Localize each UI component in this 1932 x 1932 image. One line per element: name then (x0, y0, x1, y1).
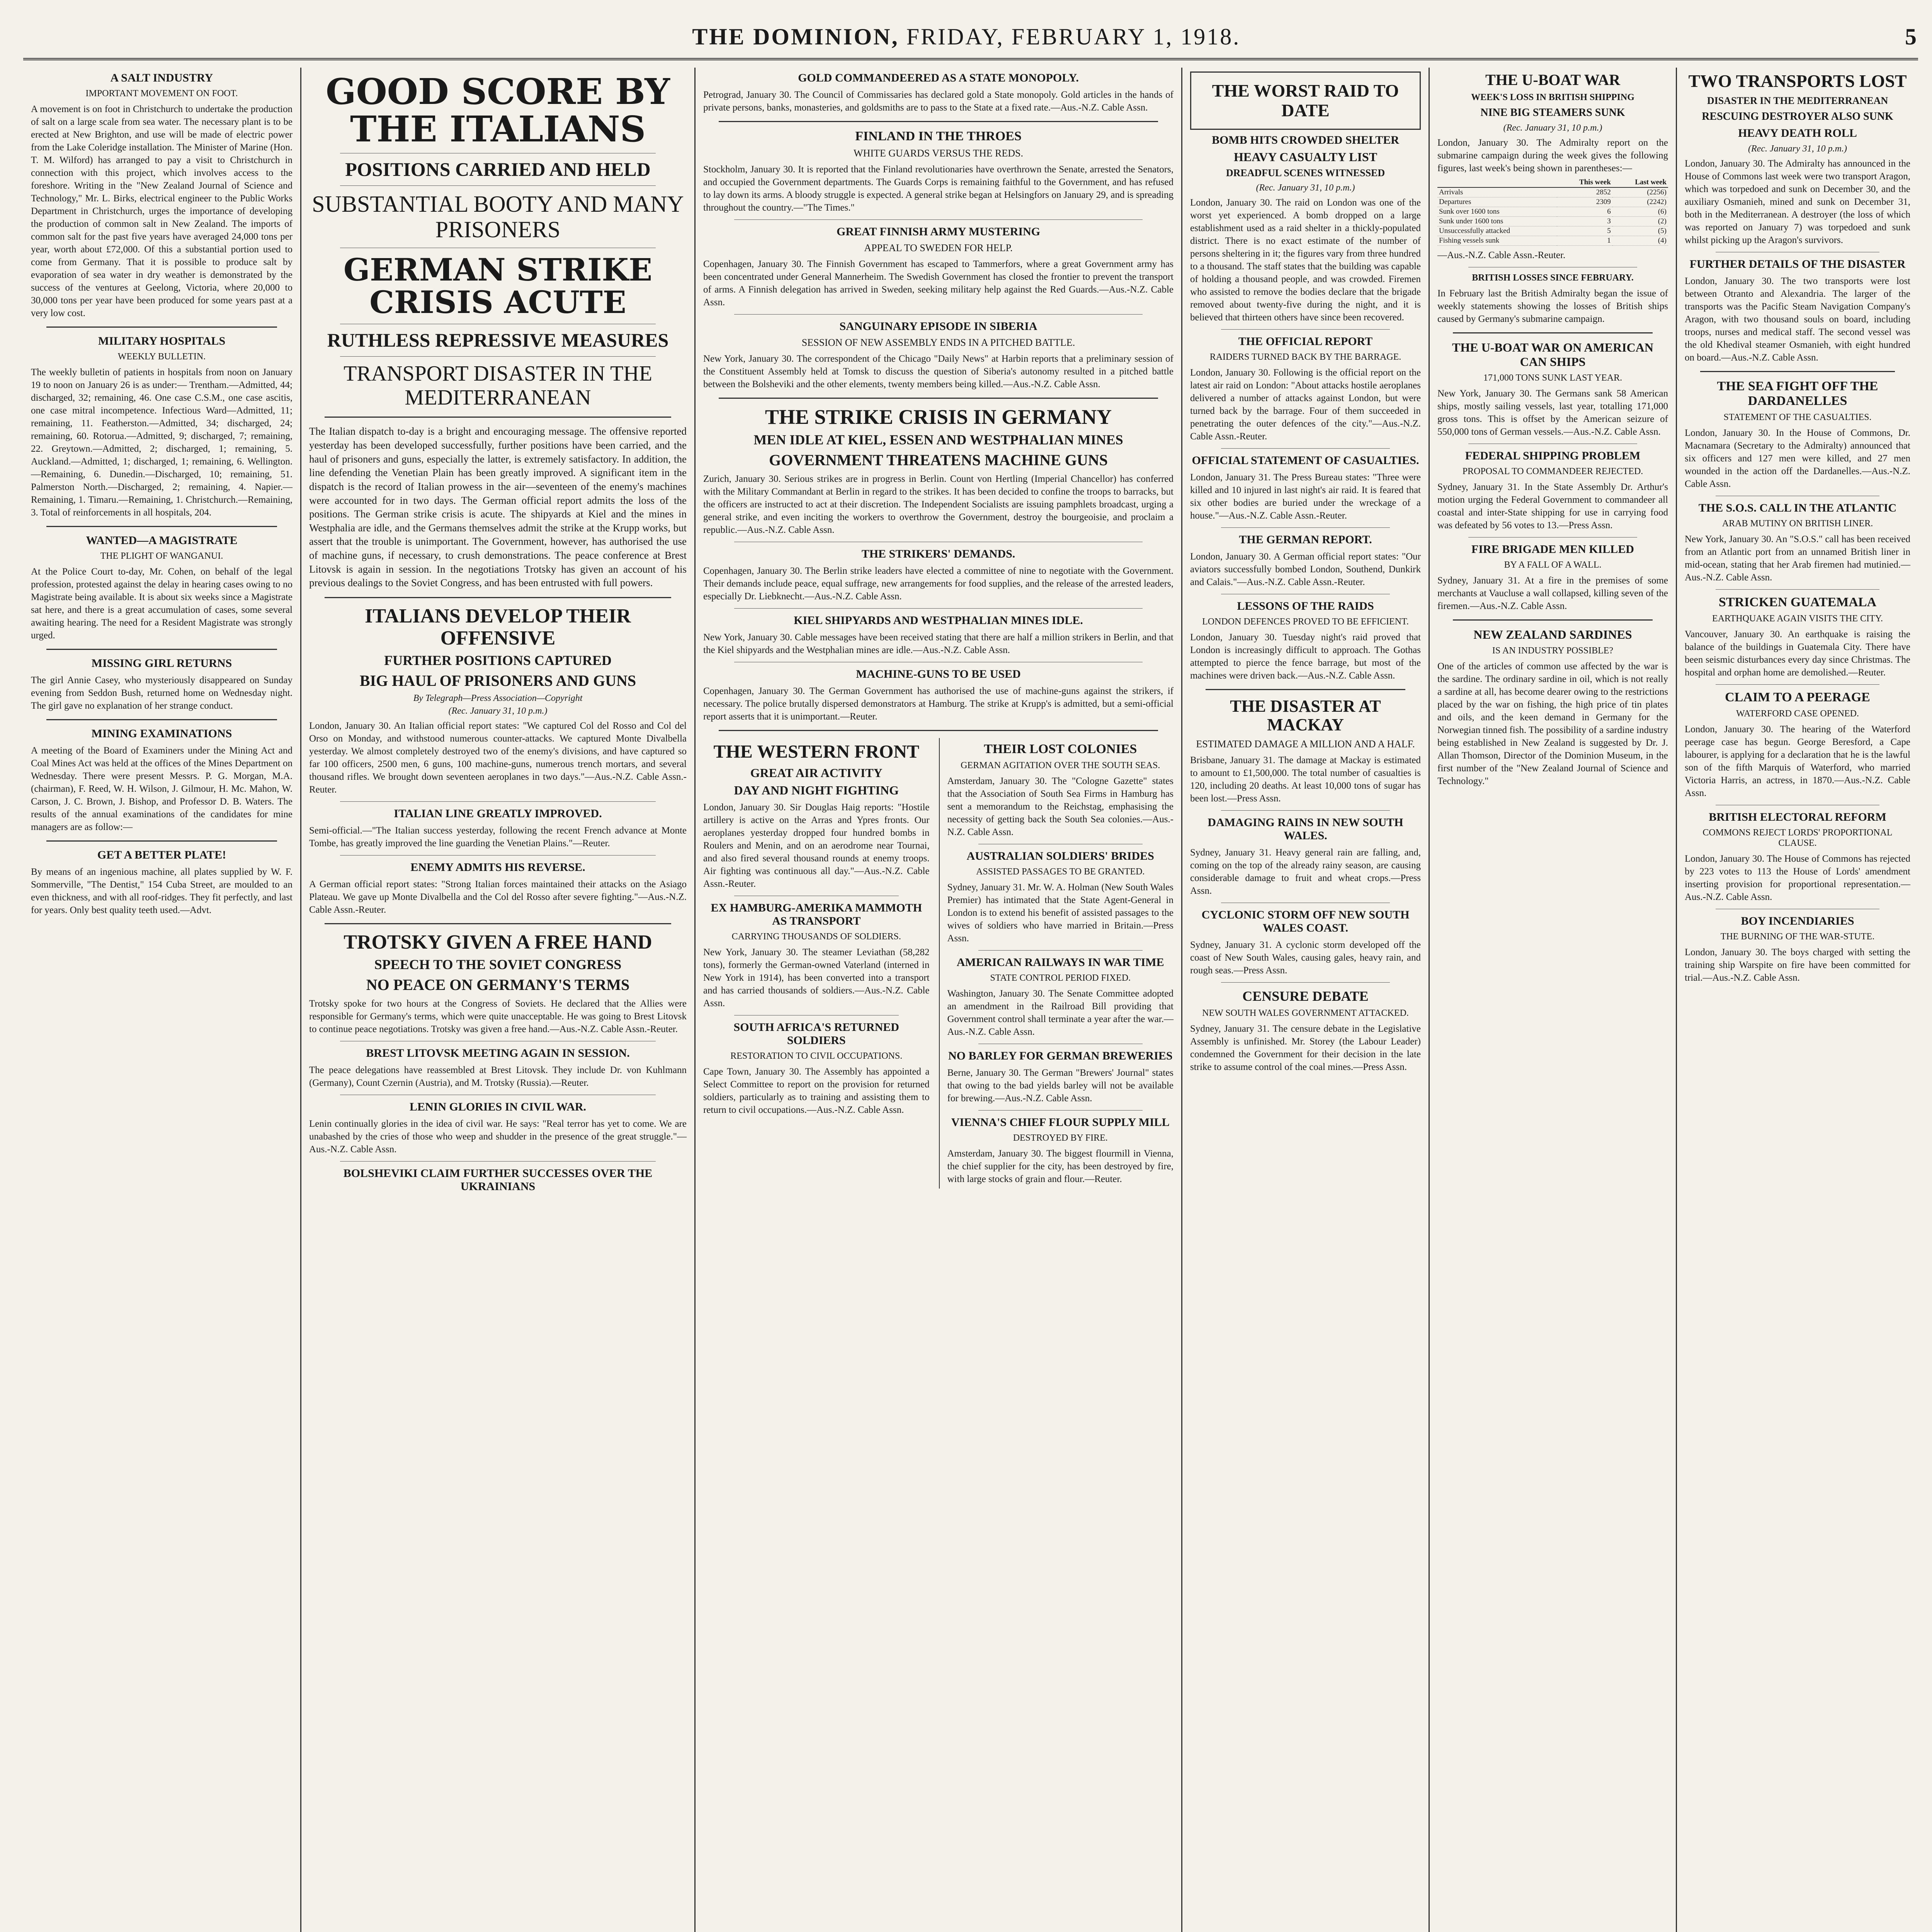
western-front-body: London, January 30. Sir Douglas Haig reports: "Hostile artillery is active on the Arras and Ypres fronts. Our aeroplanes yesterday dropped four hundred bombs in Roulers and Menin, and on an aerodrome near Tournai, and also fired several thousand rounds at enemy troops. Air fighting was continuous all day."—Aus.-N.Z. Cable Assn.-Reuter. (703, 802, 930, 889)
table-cell: Fishing vessels sunk (1437, 236, 1557, 246)
finland-body: Stockholm, January 30. It is reported that the Finland revolutionaries have overthrown the Senate, arrested the Senators, and occupied the Government departments. The Guards Corps is remaining faithful to the Government, and has refused to lay down its arms. A bloody struggle is expected. A general strike began at Helsingfors on January 29, and is spreading throughout the country.—"The Times." (703, 164, 1173, 213)
federal-subtitle: PROPOSAL TO COMMANDEER REJECTED. (1462, 466, 1643, 476)
official-report-subtitle: RAIDERS TURNED BACK BY THE BARRAGE. (1209, 352, 1401, 362)
salt-body: A movement is on foot in Christchurch to undertake the production of salt on a large scale from sea water. The necessary plant is to be erected at New Brighton, and use will be made of electric power from the Lake Coleridge installation. The Minister of Marine (Hon. T. M. Wilford) has arranged to pay a visit to Christchurch in connection with this project, which involves access to the foreshore. Writing in the "New Zealand Journal of Science and Technology," Mr. L. Birks, electrical engineer to the Public Works Department in Christchurch, urges the importance of developing the production of common salt in New Zealand. The imports of common salt for the past five years have averaged 24,000 tons per year, worth about £72,000. Of this a substantial portion used to come from Germany. That it is possible to produce salt by evaporation of sea water in dry weather is demonstrated by the success of the ventures at Geelong, Victoria, where 20,000 to 30,000 tons per year have been produced for some years past at a very low cost. (31, 104, 293, 318)
barley-title: NO BARLEY FOR GERMAN BREWERIES (948, 1049, 1173, 1062)
demands-body: Copenhagen, January 30. The Berlin strike leaders have elected a committee of nine to negotiate with the Government. Their demands include peace, equal suffrage, new arrangements for food supplies, and the release of the arrested leaders, especially Dr. Liebknecht.—Aus.-N.Z. Cable Assn. (703, 565, 1173, 602)
lead-body: The Italian dispatch to-day is a bright and encouraging message. The offensive reported yesterday has been developed successfully, further positions have been carried, and the haul of prisoners and guns, especially the latter, is extremely satisfactory. In addition, the line defending the Venetian Plain has been greatly improved. A significant item in the dispatch is the record of Italian prowess in the air—seventeen of the enemy's machines were accounted for in two days. The German official report admits the loss of the positions. The German strike crisis is acute. The shipyards at Kiel and the mines in Westphalia are idle, and the Germans themselves admit the strike at the Krupp works, but assert that the trouble is unimportant. The Government, however, has authorised the use of machine guns, if necessary, to crush demonstrations. The peace conference at Brest Litovsk is again in session. In the negotiations Trotsky has given an account of his previous dealings to the Soviet Congress, and has been entrusted with full powers. (309, 425, 687, 589)
brides-title: AUSTRALIAN SOLDIERS' BRIDES (966, 849, 1154, 862)
main-deck-4: RUTHLESS REPRESSIVE MEASURES (327, 329, 669, 351)
plate-body: By means of an ingenious machine, all plates supplied by W. F. Sommerville, "The Dentist," 154 Cuba Street, are moulded to an even thickness, and with all roof-ridges. They fit perfectly, and last for years. Only best quality teeth used.—Advt. (31, 867, 293, 915)
raid-date: (Rec. January 31, 10 p.m.) (1256, 182, 1355, 193)
trotsky-deck-1: SPEECH TO THE SOVIET CONGRESS (374, 957, 622, 973)
brest-title: BREST LITOVSK MEETING AGAIN IN SESSION. (366, 1046, 630, 1060)
main-headline: GOOD SCORE BY THE ITALIANS (326, 71, 670, 150)
masthead-title (692, 24, 1240, 50)
colonies-subtitle: GERMAN AGITATION OVER THE SOUTH SEAS. (961, 760, 1160, 770)
official-report-title: THE OFFICIAL REPORT (1238, 335, 1373, 348)
divider (1700, 371, 1895, 372)
siberia-title: SANGUINARY EPISODE IN SIBERIA (839, 320, 1037, 333)
monopoly-body: Petrograd, January 30. The Council of Commissaries has declared gold a State monopoly. Gold articles in the hands of private persons, banks, monasteries, and goldsmiths are to pass to the State at a fixed rate.—Aus.-N.Z. Cable Assn. (703, 90, 1173, 113)
uboat-header-cell (1437, 178, 1557, 187)
siberia-subtitle: SESSION OF NEW ASSEMBLY ENDS IN A PITCHED BATTLE. (801, 337, 1075, 348)
table-cell: 5 (1557, 226, 1612, 236)
german-report-body: London, January 30. A German official report states: "Our aviators successfully bombed London, Southend, Dunkirk and Calais."—Aus.-N.Z. Cable Assn.-Reuter. (1190, 551, 1421, 587)
divider (1716, 684, 1879, 685)
western-front-deck-1: GREAT AIR ACTIVITY (750, 765, 883, 780)
magistrate-body: At the Police Court to-day, Mr. Cohen, on behalf of the legal profession, protested against the delay in hearing cases owing to no Magistrate being available. It is about six weeks since a Magistrate sat here, and there is a great accumulation of cases, some several awaiting hearing. The need for a Resident Magistrate was strongly urged. (31, 566, 293, 641)
finnish-army-title: GREAT FINNISH ARMY MUSTERING (836, 225, 1040, 238)
transports-deck-1: DISASTER IN THE MEDITERRANEAN (1707, 95, 1888, 106)
hospitals-title: MILITARY HOSPITALS (98, 335, 226, 347)
page-number: 5 (1905, 24, 1918, 49)
italians-credit: By Telegraph—Press Association—Copyright (413, 693, 583, 703)
uboat-headline: THE U-BOAT WAR (1485, 71, 1620, 88)
losses-title: BRITISH LOSSES SINCE FEBRUARY. (1472, 273, 1634, 283)
disaster-body: London, January 30. The two transports were lost between Otranto and Alexandria. The larger of the transports was the Pacific Steam Navigation Company's Aragon, with two thousand souls on board, including troops, nurses and medical staff. The second vessel was the old Khedival steamer Osmanieh, with eight hundred on board.—Aus.-N.Z. Cable Assn. (1685, 276, 1910, 363)
hospitals-subtitle: WEEKLY BULLETIN. (117, 352, 206, 362)
table-row (1437, 236, 1668, 246)
electoral-body: London, January 30. The House of Commons has rejected by 223 votes to 113 the House of Lords' amendment inserting provision for proportional representation.—Aus.-N.Z. Cable Assn. (1685, 853, 1910, 902)
strike-headline: THE STRIKE CRISIS IN GERMANY (765, 405, 1112, 429)
column-5 (1430, 68, 1677, 1932)
uboat-credit: —Aus.-N.Z. Cable Assn.-Reuter. (1437, 250, 1566, 260)
divider (340, 801, 656, 802)
sardines-body: One of the articles of common use affected by the war is the sardine. The ordinary sardine in oil, which is not really a sardine at all, has become dearer owing to the restrictions placed by the war on fishing, the high price of tin plates and oils, and the keen demand in Germany for the Norwegian tinned fish. The possibility of a sardine industry being established in New Zealand is suggested by Dr. J. Allan Thomson, Director of the Dominion Museum, in the first number of the "New Zealand Journal of Science and Technology." (1437, 661, 1668, 786)
hapag-body: New York, January 30. The steamer Leviathan (58,282 tons), formerly the German-owned Vaterland (interned in New York in 1914), has been converted into a transport and has carried thousands of soldiers.—Aus.-N.Z. Cable Assn. (703, 947, 930, 1009)
transports-deck-2: RESCUING DESTROYER ALSO SUNK (1702, 110, 1893, 122)
dardanelles-title: THE SEA FIGHT OFF THE DARDANELLES (1717, 379, 1878, 408)
vienna-subtitle: DESTROYED BY FIRE. (1013, 1133, 1108, 1143)
table-cell: 2852 (1557, 187, 1612, 197)
table-row (1437, 197, 1668, 207)
federal-body: Sydney, January 31. In the State Assembly Dr. Arthur's motion urging the Federal Government to commandeer all coastal and inter-State shipping for use in carrying food was defeated by 56 votes to 13.—Press Assn. (1437, 482, 1668, 531)
kiel-body: New York, January 30. Cable messages have been received stating that there are half a million strikers in Berlin, and that the Kiel shipyards and the Westphalian mines are idle.—Aus.-N.Z. Cable Assn. (703, 632, 1173, 655)
divider (46, 840, 277, 842)
column-3 (696, 68, 1182, 1932)
american-title: THE U-BOAT WAR ON AMERICAN CAN SHIPS (1452, 340, 1653, 369)
italian-line-body: Semi-official.—"The Italian success yesterday, following the recent French advance at Monte Tombe, has greatly improved the line guarding the Venetian Plains."—Reuter. (309, 825, 687, 849)
column-3-lower-right (939, 738, 1174, 1189)
lessons-title: LESSONS OF THE RAIDS (1237, 599, 1374, 612)
divider (1221, 448, 1390, 449)
boy-subtitle: THE BURNING OF THE WAR-STUTE. (1720, 931, 1875, 942)
main-deck-5: TRANSPORT DISASTER IN THE MEDITERRANEAN (344, 362, 652, 410)
column-3-lower-left (703, 738, 930, 1189)
strike-deck-2: GOVERNMENT THREATENS MACHINE GUNS (769, 451, 1108, 469)
table-cell: 6 (1557, 207, 1612, 217)
sos-subtitle: ARAB MUTINY ON BRITISH LINER. (1722, 518, 1873, 529)
raid-deck-1: BOMB HITS CROWDED SHELTER (1212, 134, 1399, 147)
south-africa-subtitle: RESTORATION TO CIVIL OCCUPATIONS. (730, 1051, 903, 1061)
disaster-title: FURTHER DETAILS OF THE DISASTER (1689, 257, 1906, 270)
divider (1221, 982, 1390, 983)
cyclone-body: Sydney, January 31. A cyclonic storm developed off the coast of New South Wales, causing gales, heavy rain, and rough seas.—Press Assn. (1190, 939, 1421, 976)
column-3-lower (703, 738, 1173, 1189)
column-2 (301, 68, 696, 1932)
finnish-army-body: Copenhagen, January 30. The Finnish Government has escaped to Tammerfors, where a great Government army has been concentrated under General Mannerheim. The Swedish Government has closed the frontier to prevent the transport of arms. A Finnish delegation has arrived in Sweden, seeking military help against the Red Guards.—Aus.-N.Z. Cable Assn. (703, 259, 1173, 308)
raid-deck-3: DREADFUL SCENES WITNESSED (1226, 167, 1385, 179)
american-subtitle: 171,000 TONS SUNK LAST YEAR. (1483, 373, 1622, 383)
south-africa-body: Cape Town, January 30. The Assembly has appointed a Select Committee to report on the provision for returned soldiers, particularly as to training and assisting them to return to civil occupations.—Aus.-N.Z. Cable Assn. (703, 1066, 930, 1116)
divider (325, 923, 671, 924)
german-report-title: THE GERMAN REPORT. (1239, 533, 1372, 546)
table-row (1437, 226, 1668, 236)
table-cell: Sunk under 1600 tons (1437, 217, 1557, 226)
divider (734, 219, 1143, 220)
uboat-header-cell: This week (1557, 178, 1612, 187)
casualties-title: OFFICIAL STATEMENT OF CASUALTIES. (1192, 454, 1419, 467)
railways-subtitle: STATE CONTROL PERIOD FIXED. (990, 973, 1131, 983)
machine-guns-body: Copenhagen, January 30. The German Government has authorised the use of machine-guns against the strikers, if necessary. The police brutally dispersed demonstrators at Hamburg. The strike at Krupp's is admitted, but a semi-official report asserts that it is unimportant.—Reuter. (703, 685, 1173, 722)
casualties-body: London, January 31. The Press Bureau states: "Three were killed and 10 injured in last night's air raid. It is feared that six other bodies are buried under the wreckage of a house."—Aus.-N.Z. Cable Assn.-Reuter. (1190, 472, 1421, 521)
colonies-title: THEIR LOST COLONIES (984, 742, 1137, 756)
table-cell: (2256) (1612, 187, 1668, 197)
paper-date: FRIDAY, FEBRUARY 1, 1918. (906, 24, 1241, 49)
transports-date: (Rec. January 31, 10 p.m.) (1748, 143, 1847, 154)
table-cell: Arrivals (1437, 187, 1557, 197)
divider (1206, 689, 1405, 690)
divider (719, 398, 1158, 399)
magistrate-subtitle: THE PLIGHT OF WANGANUI. (100, 551, 223, 561)
raid-body: London, January 30. The raid on London was one of the worst yet experienced. A bomb dropped on a large establishment used as a raid shelter in a thickly-populated district. There is no exact estimate of the number of persons sheltering in it; the figures vary from three hundred to a thousand. The staff states that the building was capable of holding a thousand people, and was crowded. Firemen who assisted to remove the bodies declare that the brigade removed about twenty-five during the night, and it is believed that thirteen others have since been recovered. (1190, 197, 1421, 323)
uboat-body: London, January 30. The Admiralty report on the submarine campaign during the week gives the following figures, last week's being shown in parentheses:— (1437, 138, 1668, 173)
girl-body: The girl Annie Casey, who mysteriously disappeared on Sunday evening from Seddon Bush, returned home on Wednesday night. The girl gave no explanation of her strange conduct. (31, 675, 293, 711)
table-cell: Departures (1437, 197, 1557, 207)
paper-name: THE DOMINION, (692, 24, 899, 49)
divider (340, 356, 656, 357)
divider (1221, 810, 1390, 811)
peerage-body: London, January 30. The hearing of the Waterford peerage case has begun. George Beresford, a Cape labourer, is applying for a declaration that he is the lawful son of the fifth Marquis of Waterford, who married Victoria Harris, an actress, in 1870.—Aus.-N.Z. Cable Assn. (1685, 724, 1910, 798)
vienna-body: Amsterdam, January 30. The biggest flourmill in Vienna, the chief supplier for the city, has been destroyed by fire, with large stocks of grain and flour.—Reuter. (947, 1148, 1173, 1184)
divider (46, 719, 277, 720)
divider (340, 185, 656, 186)
table-row (1437, 217, 1668, 226)
uboat-date: (Rec. January 31, 10 p.m.) (1503, 123, 1602, 133)
main-deck-3: GERMAN STRIKE CRISIS ACUTE (343, 252, 653, 321)
divider (978, 1110, 1143, 1111)
divider (1453, 332, 1653, 333)
machine-guns-title: MACHINE-GUNS TO BE USED (856, 667, 1021, 680)
bolsheviki-title: BOLSHEVIKI CLAIM FURTHER SUCCESSES OVER THE UKRAINIANS (343, 1167, 653, 1193)
enemy-admits-title: ENEMY ADMITS HIS REVERSE. (410, 861, 585, 874)
firemen-subtitle: BY A FALL OF A WALL. (1504, 560, 1602, 570)
demands-title: THE STRIKERS' DEMANDS. (861, 547, 1015, 560)
hapag-title: EX HAMBURG-AMERIKA MAMMOTH AS TRANSPORT (711, 901, 922, 928)
masthead-left-mark (23, 30, 28, 43)
trotsky-deck-2: NO PEACE ON GERMANY'S TERMS (366, 976, 630, 993)
lenin-body: Lenin continually glories in the idea of civil war. He says: "Real terror has yet to come. We are unabashed by the cries of those who weep and shudder in the presence of the great struggle."—Aus.-N.Z. Cable Assn. (309, 1118, 687, 1155)
electoral-title: BRITISH ELECTORAL REFORM (1709, 810, 1886, 823)
table-cell: 1 (1557, 236, 1612, 246)
table-row (1437, 207, 1668, 217)
american-body: New York, January 30. The Germans sank 58 American ships, mostly sailing vessels, last year, totalling 171,000 gross tons. This is offset by the American seizure of 550,000 tons of German vessels.—Aus.-N.Z. Cable Assn. (1437, 388, 1668, 437)
masthead (23, 15, 1918, 60)
table-cell: 3 (1557, 217, 1612, 226)
uboat-table-header (1437, 178, 1668, 187)
rains-body: Sydney, January 31. Heavy general rain are falling, and, coming on the top of the already rainy season, are causing considerable damage to fruit and wheat crops.—Press Assn. (1190, 847, 1421, 896)
peerage-title: CLAIM TO A PEERAGE (1725, 690, 1870, 704)
trotsky-body: Trotsky spoke for two hours at the Congress of Soviets. He declared that the Allies were responsible for Germany's terms, which were quite unacceptable. He was going to Brest Litovsk to continue peace negotiations. Trotsky was given a free hand.—Aus.-N.Z. Cable Assn.-Reuter. (309, 998, 687, 1034)
hapag-subtitle: CARRYING THOUSANDS OF SOLDIERS. (731, 932, 901, 942)
italians-deck-2: BIG HAUL OF PRISONERS AND GUNS (359, 672, 636, 689)
federal-title: FEDERAL SHIPPING PROBLEM (1465, 449, 1641, 462)
girl-title: MISSING GIRL RETURNS (91, 657, 232, 670)
italians-body: London, January 30. An Italian official report states: "We captured Col del Rosso and Col del Orso on Monday, and withstood numerous counter-attacks. We captured Monte Divalbella yesterday. We almost completely destroyed two of the enemy's divisions, and have captured so far 100 officers, 2500 men, 6 guns, 100 machine-guns, numerous trench mortars, and several thousand rifles. We brought down seventeen aeroplanes in two days."—Aus.-N.Z. Cable Assn.-Reuter. (309, 720, 687, 795)
columns (23, 68, 1918, 1932)
strike-body: Zurich, January 30. Serious strikes are in progress in Berlin. Count von Hertling (Imperial Chancellor) has conferred with the Military Commandant at Berlin in regard to the strikes. It has been decided to confine the troops to barracks, but the officers are instructed to act at their discretion. The Independent Socialists are issuing pamphlets broadcast, urging a general strike, and even inciting the workers to overthrow the Government, destroy the bourgeoisie, and proclaim a republic.—Aus.-N.Z. Cable Assn. (703, 473, 1173, 535)
sos-title: THE S.O.S. CALL IN THE ATLANTIC (1698, 501, 1897, 514)
main-deck-1: POSITIONS CARRIED AND HELD (345, 158, 651, 180)
south-africa-title: SOUTH AFRICA'S RETURNED SOLDIERS (733, 1021, 899, 1047)
brest-body: The peace delegations have reassembled at Brest Litovsk. They include Dr. von Kuhlmann (Germany), Count Czernin (Austria), and M. Trotsky (Russia).—Reuter. (309, 1065, 687, 1088)
boy-title: BOY INCENDIARIES (1741, 914, 1854, 927)
mackay-headline: THE DISASTER AT MACKAY (1230, 696, 1381, 735)
mining-title: MINING EXAMINATIONS (91, 727, 232, 740)
divider (46, 649, 277, 650)
strike-deck-1: MEN IDLE AT KIEL, ESSEN AND WESTPHALIAN MINES (753, 432, 1123, 448)
railways-body: Washington, January 30. The Senate Committee adopted an amendment in the Railroad Bill providing that Government control shall terminate a year after the war.—Aus.-N.Z. Cable Assn. (947, 988, 1173, 1037)
trotsky-headline: TROTSKY GIVEN A FREE HAND (344, 931, 652, 953)
censure-body: Sydney, January 31. The censure debate in the Legislative Assembly is unfinished. Mr. Storey (the Labour Leader) condemned the Government for their decision in the late strike to assume control of the coal mines.—Press Assn. (1190, 1023, 1421, 1072)
lessons-subtitle: LONDON DEFENCES PROVED TO BE EFFICIENT. (1202, 616, 1409, 627)
hospitals-body: The weekly bulletin of patients in hospitals from noon on January 19 to noon on January 26 is as under:— Trentham.—Admitted, 44; discharged, 32; remaining, 46. One case C.S.M., one case ascitis, one case mitral incompetence. Infectious Ward—Admitted, 11; remaining, 11. Featherston.—Admitted, 34; discharged, 24; remaining, 60. Rotorua.—Admitted, 9; discharged, 7; remaining, 22. Greytown.—Admitted, 2; discharged, 1; remaining, 5. Auckland.—Admitted, 1; discharged, 1; remaining, 6. Wellington.—Remaining, 6. Dunedin.—Discharged, 10; remaining, 51. Palmerston North.—Discharged, 2; remaining, 4. Napier.—Remaining, 1. Timaru.—Remaining, 1. Christchurch.—Remaining, 3. Total of reinforcements in all hospitals, 204. (31, 367, 293, 518)
colonies-body: Amsterdam, January 30. The "Cologne Gazette" states that the Association of South Sea Firms in Hamburg has sent a memorandum to the Reichstag, emphasising the necessity of getting back the South Sea colonies.—Aus.-N.Z. Cable Assn. (947, 776, 1173, 837)
boy-body: London, January 30. The boys charged with setting the training ship Warspite on fire have been committed for trial.—Aus.-N.Z. Cable Assn. (1685, 947, 1910, 983)
cyclone-title: CYCLONIC STORM OFF NEW SOUTH WALES COAST. (1201, 908, 1410, 934)
firemen-body: Sydney, January 31. At a fire in the premises of some merchants at Vaucluse a wall collapsed, killing seven of the firemen.—Aus.-N.Z. Cable Assn. (1437, 575, 1668, 611)
monopoly-title: GOLD COMMANDEERED AS A STATE MONOPOLY. (798, 71, 1079, 84)
divider (978, 950, 1143, 951)
sos-body: New York, January 30. An "S.O.S." call has been received from an Atlantic port from an unnamed British liner in mid-ocean, stating that her Arab firemen had mutinied.—Aus.-N.Z. Cable Assn. (1685, 534, 1910, 583)
uboat-table (1437, 178, 1668, 246)
mackay-subtitle: ESTIMATED DAMAGE A MILLION AND A HALF. (1196, 738, 1415, 750)
column-1 (23, 68, 301, 1932)
mining-body: A meeting of the Board of Examiners under the Mining Act and Coal Mines Act was held at the offices of the Mines Department on Wednesday. There were present Messrs. P. G. Morgan, M.A. (chairman), F. Reed, W. H. Wilson, J. Gilmour, H. Mc. Mahon, W. Carson, J. C. Brown, J. Bishop, and Professor D. B. Waters. The results of the annual examinations of the candidates for mine managers are as follow:— (31, 745, 293, 832)
table-cell: (6) (1612, 207, 1668, 217)
column-4 (1182, 68, 1430, 1932)
divider (325, 597, 671, 598)
italians-date: (Rec. January 31, 10 p.m.) (448, 706, 548, 716)
uboat-header-cell: Last week (1612, 178, 1668, 187)
transports-body: London, January 30. The Admiralty has announced in the House of Commons last week were two transport Aragon, which was torpedoed and sunk on December 30, and the auxiliary Osmanieh, mined and sunk on December 31, both in the Mediterranean. A destroyer (the loss of which was reported on January 7) was torpedoed and sunk whilst picking up the Aragon's survivors. (1685, 158, 1910, 245)
uboat-subtitle: WEEK'S LOSS IN BRITISH SHIPPING (1471, 92, 1634, 102)
finland-title: FINLAND IN THE THROES (855, 129, 1022, 143)
table-cell: 2309 (1557, 197, 1612, 207)
divider (1221, 329, 1390, 330)
censure-subtitle: NEW SOUTH WALES GOVERNMENT ATTACKED. (1202, 1008, 1409, 1018)
divider (719, 730, 1158, 731)
dardanelles-body: London, January 30. In the House of Commons, Dr. Macnamara (Secretary to the Admiralty) announced that six officers and 127 men were killed, and 27 men wounded in the action off the Dardanelles.—Aus.-N.Z. Cable Assn. (1685, 427, 1910, 489)
guatemala-body: Vancouver, January 30. An earthquake is raising the balance of the buildings in Guatemala City. There have been seismic disturbances every day since Christmas. The hospital and orphan home are demolished.—Reuter. (1685, 629, 1910, 678)
rains-title: DAMAGING RAINS IN NEW SOUTH WALES. (1208, 816, 1403, 842)
transports-deck-3: HEAVY DEATH ROLL (1738, 126, 1857, 139)
divider (46, 526, 277, 527)
brides-subtitle: ASSISTED PASSAGES TO BE GRANTED. (976, 866, 1145, 877)
divider (719, 121, 1158, 122)
western-front-deck-2: DAY AND NIGHT FIGHTING (734, 783, 899, 797)
enemy-admits-body: A German official report states: "Strong Italian forces maintained their attacks on the Asiago Plateau. We gave up Monte Divalbella and the Col del Rosso after severe fighting."—Aus.-N.Z. Cable Assn.-Reuter. (309, 879, 687, 915)
italian-line-title: ITALIAN LINE GREATLY IMPROVED. (394, 807, 602, 820)
italians-deck-1: FURTHER POSITIONS CAPTURED (384, 653, 612, 668)
salt-title: A SALT INDUSTRY (110, 71, 213, 84)
brides-body: Sydney, January 31. Mr. W. A. Holman (New South Wales Premier) has intimated that the State Agent-General in London is to extend his benefit of assisted passages to the wives of soldiers who have married in Britain.—Press Assn. (947, 882, 1173, 944)
raid-headline: THE WORST RAID TO DATE (1212, 81, 1399, 120)
plate-title: GET A BETTER PLATE! (97, 849, 226, 861)
peerage-subtitle: WATERFORD CASE OPENED. (1736, 708, 1859, 719)
lenin-title: LENIN GLORIES IN CIVIL WAR. (409, 1100, 587, 1113)
barley-body: Berne, January 30. The German "Brewers' Journal" states that owing to the bad yields barley will not be available for brewing.—Aus.-N.Z. Cable Assn. (947, 1067, 1173, 1104)
uboat-deck: NINE BIG STEAMERS SUNK (1480, 107, 1625, 119)
divider (325, 417, 671, 418)
electoral-subtitle: COMMONS REJECT LORDS' PROPORTIONAL CLAUSE. (1702, 827, 1893, 848)
table-cell: (2242) (1612, 197, 1668, 207)
losses-body: In February last the British Admiralty began the issue of weekly statements showing the losses of British ships caused by Germany's submarine campaign. (1437, 288, 1668, 324)
raid-deck-2: HEAVY CASUALTY LIST (1233, 150, 1378, 164)
guatemala-subtitle: EARTHQUAKE AGAIN VISITS THE CITY. (1712, 613, 1883, 624)
divider (1453, 619, 1653, 621)
sardines-subtitle: IS AN INDUSTRY POSSIBLE? (1492, 646, 1614, 656)
mackay-body: Brisbane, January 31. The damage at Mackay is estimated to amount to £1,500,000. The total number of casualties is 120, including 20 deaths. At least 10,000 tons of sugar has been lost.—Press Assn. (1190, 755, 1421, 804)
divider (340, 1161, 656, 1162)
table-row (1437, 187, 1668, 197)
table-cell: (2) (1612, 217, 1668, 226)
censure-title: CENSURE DEBATE (1242, 988, 1369, 1004)
raid-headline-box (1190, 71, 1421, 130)
italians-headline: ITALIANS DEVELOP THEIR OFFENSIVE (365, 605, 631, 650)
table-cell: Unsuccessfully attacked (1437, 226, 1557, 236)
table-cell: (4) (1612, 236, 1668, 246)
railways-title: AMERICAN RAILWAYS IN WAR TIME (956, 956, 1164, 969)
guatemala-title: STRICKEN GUATEMALA (1718, 595, 1877, 609)
magistrate-title: WANTED—A MAGISTRATE (86, 534, 238, 547)
official-report-body: London, January 30. Following is the official report on the latest air raid on London: "About attacks hostile aeroplanes delivered a number of attacks against London, but were turned back by the barrage. Four of them succeeded in penetrating the outer defences of the city."—Aus.-N.Z. Cable Assn.-Reuter. (1190, 367, 1421, 442)
table-cell: (5) (1612, 226, 1668, 236)
divider (1716, 589, 1879, 590)
divider (46, 327, 277, 328)
salt-subtitle: IMPORTANT MOVEMENT ON FOOT. (85, 88, 238, 99)
divider (734, 314, 1143, 315)
firemen-title: FIRE BRIGADE MEN KILLED (1471, 543, 1634, 556)
sardines-title: NEW ZEALAND SARDINES (1473, 628, 1632, 641)
western-front-headline: THE WESTERN FRONT (713, 741, 920, 762)
transports-headline: TWO TRANSPORTS LOST (1688, 71, 1907, 91)
column-6 (1677, 68, 1918, 1932)
table-cell: Sunk over 1600 tons (1437, 207, 1557, 217)
vienna-title: VIENNA'S CHIEF FLOUR SUPPLY MILL (951, 1116, 1170, 1129)
finnish-army-subtitle: APPEAL TO SWEDEN FOR HELP. (864, 242, 1013, 253)
divider (1221, 527, 1390, 528)
siberia-body: New York, January 30. The correspondent of the Chicago "Daily News" at Harbin reports that a preliminary session of the Constituent Assembly held at Tomsk to discuss the question of Siberia's autonomy resulted in a pitched battle between the Bolsheviki and the other elements, twenty members being killed.—Aus.-N.Z. Cable Assn. (703, 354, 1173, 389)
dardanelles-subtitle: STATEMENT OF THE CASUALTIES. (1723, 412, 1872, 422)
kiel-title: KIEL SHIPYARDS AND WESTPHALIAN MINES IDLE. (794, 614, 1083, 627)
finland-subtitle: WHITE GUARDS VERSUS THE REDS. (854, 148, 1023, 159)
main-deck-2: SUBSTANTIAL BOOTY AND MANY PRISONERS (312, 191, 684, 243)
lessons-body: London, January 30. Tuesday night's raid proved that London is increasingly difficult to approach. The Gothas attempted to pierce the fence barrage, but most of the machines were driven back.—Aus.-N.Z. Cable Assn. (1190, 632, 1421, 681)
divider (734, 608, 1143, 609)
